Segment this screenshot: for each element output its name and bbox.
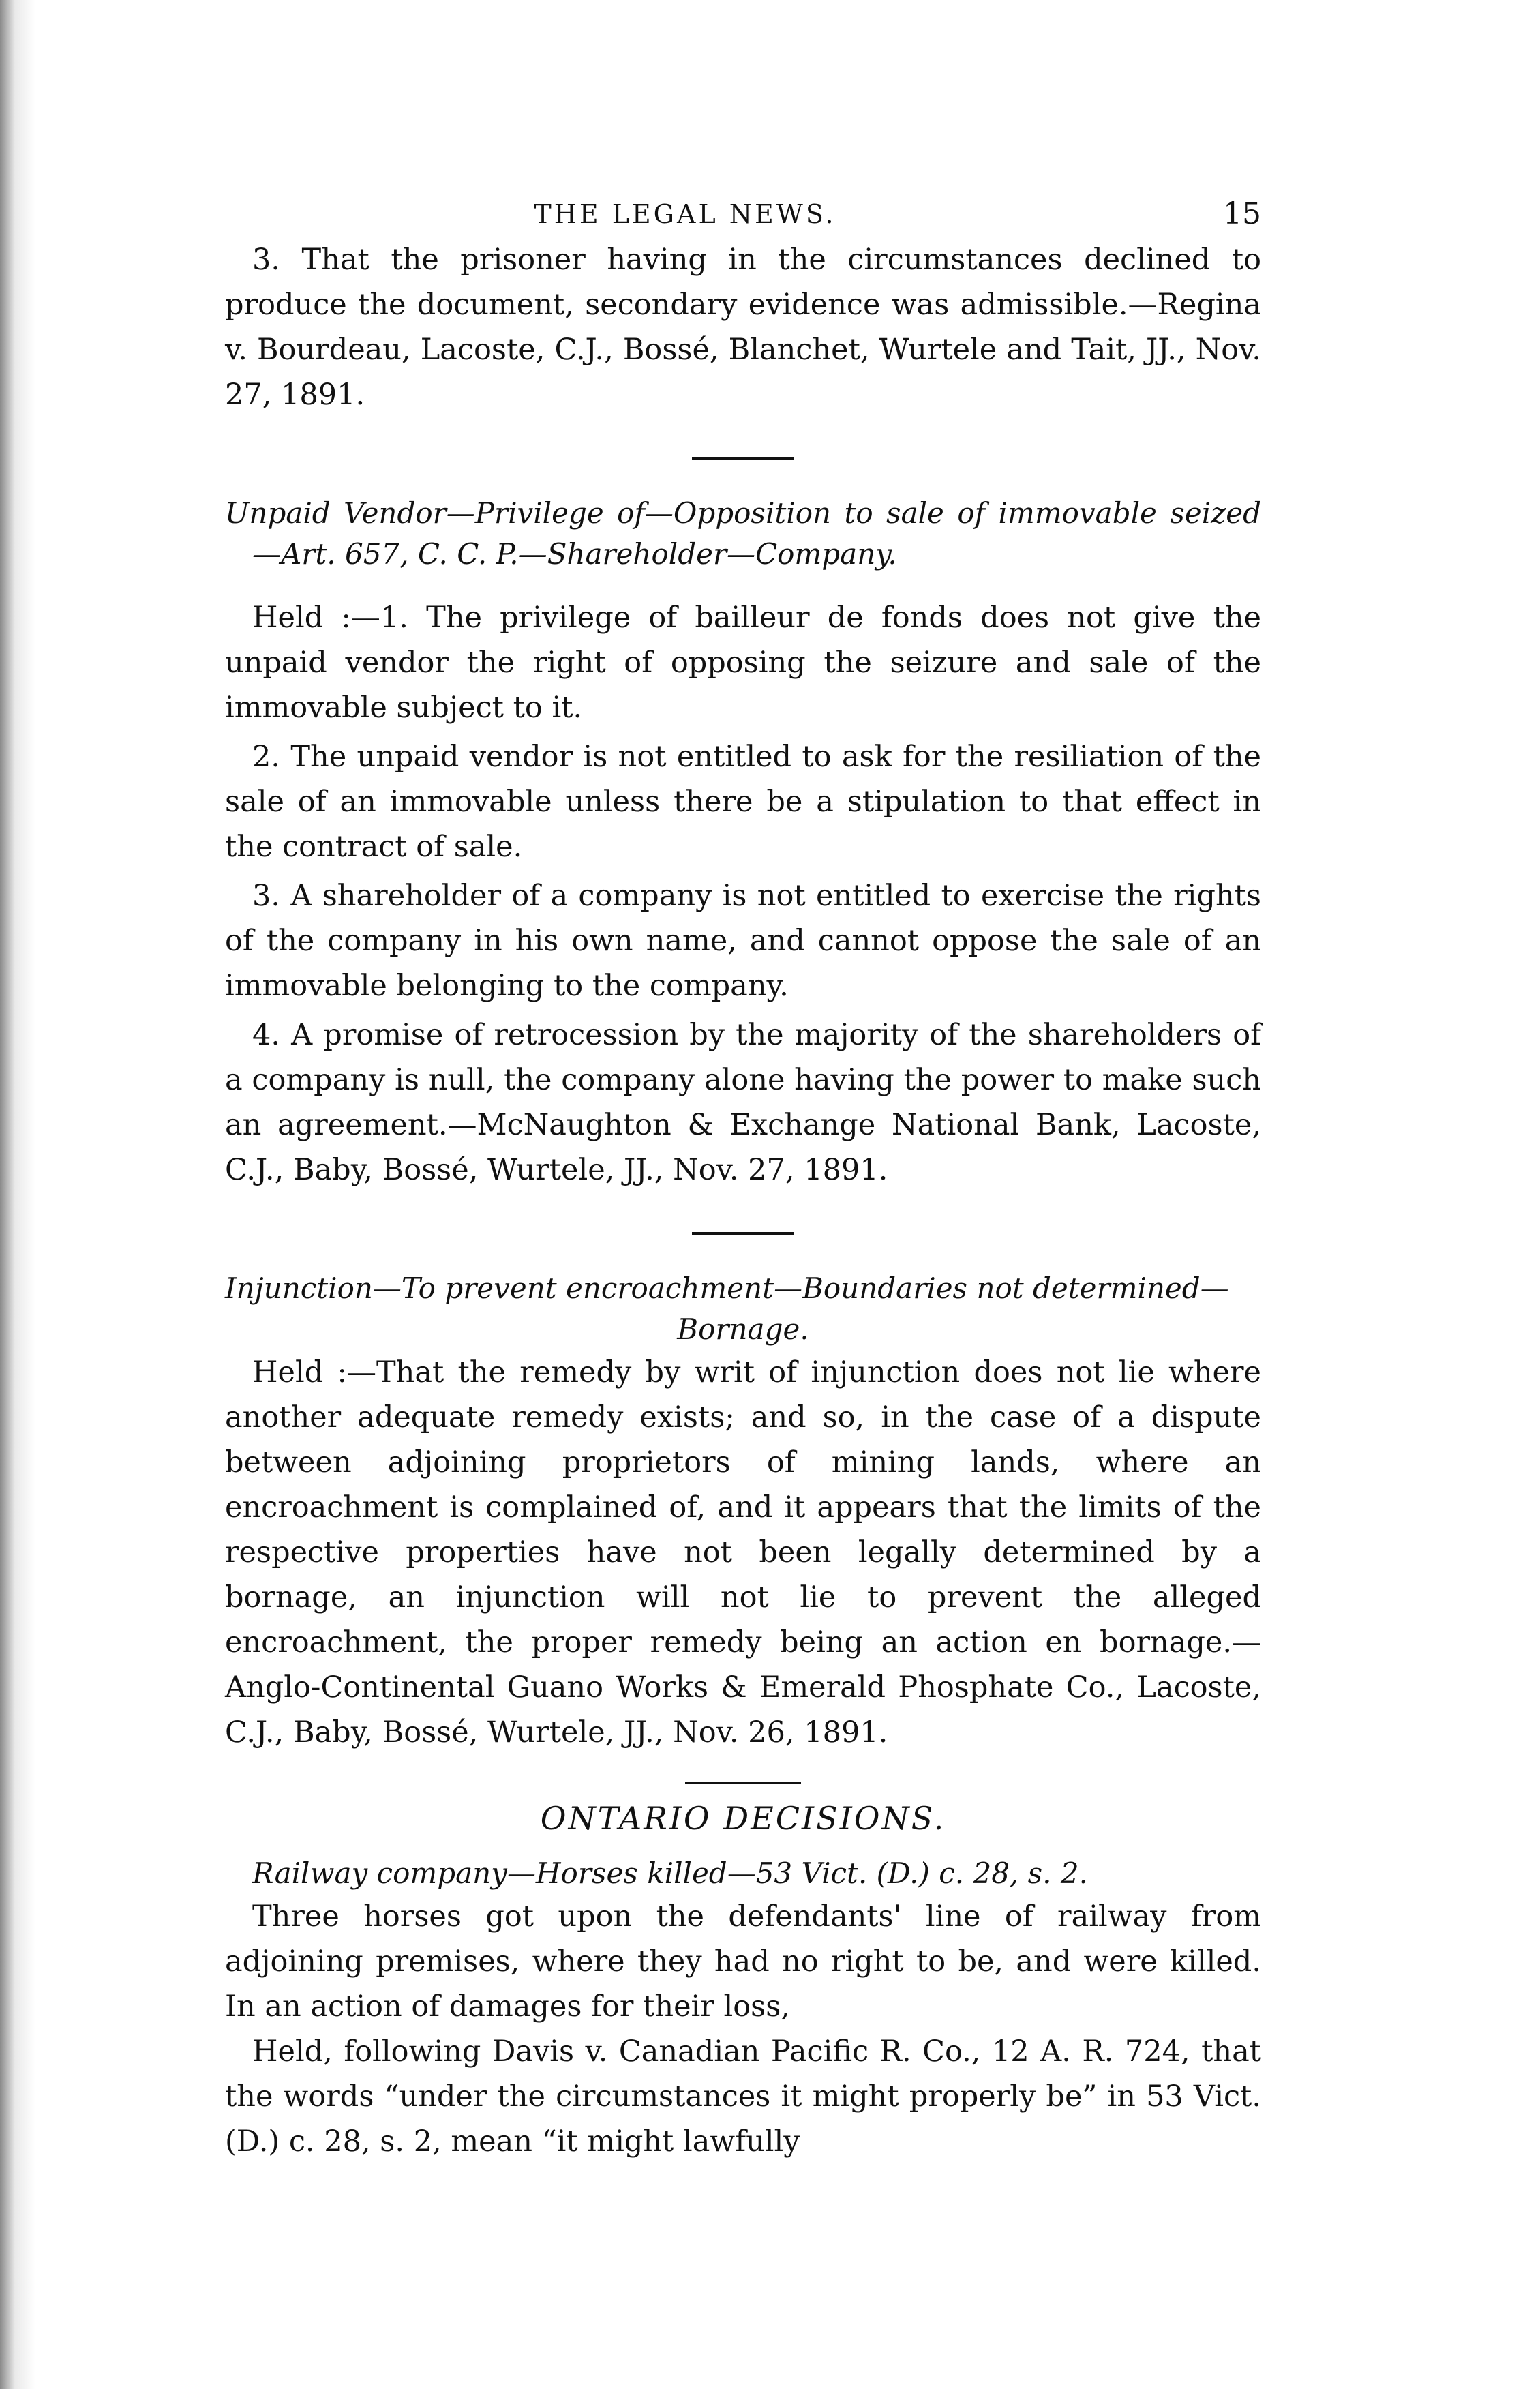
held-point-1: Held :—1. The privilege of bailleur de fonds does not give the unpaid vendor the right of opposing the seizure and sale of the immovable subject to it. (225, 601, 1261, 725)
running-head (225, 183, 1261, 237)
case-subheading-bornage: Bornage. (677, 1312, 809, 1346)
scan-edge-shadow (0, 0, 35, 2389)
held-point-4: 4. A promise of retrocession by the majority of the shareholders of a company is null, the company alone having the power to make such an agreement.—McNaughton & Exchange National Bank, Lacoste, C.J., Baby, Bossé, Wurtele, JJ., Nov. 27, 1891. (225, 1018, 1261, 1187)
paragraph-regina-v-bourdeau: 3. That the prisoner having in the circumstances declined to produce the document, secondary evidence was admissible.—Regina v. Bourdeau, Lacoste, C.J., Bossé, Blanchet, Wurtele and Tait, JJ., Nov. 27, 1891. (225, 243, 1261, 412)
section-title-ontario-decisions: ONTARIO DECISIONS. (540, 1800, 946, 1837)
held-point-2: 2. The unpaid vendor is not entitled to ask for the resiliation of the sale of an immovable unless there be a stipulation to that effect in the contract of sale. (225, 740, 1261, 864)
page-number: 15 (1223, 196, 1261, 231)
paragraph-three-horses: Three horses got upon the defendants' line of railway from adjoining premises, where they had no right to be, and were killed. In an action of damages for their loss, (225, 1899, 1261, 2024)
paragraph-injunction-held: Held :—That the remedy by writ of injunction does not lie where another adequate remedy exists; and so, in the case of a dispute between adjoining proprietors of mining lands, where an encroachment is complained of, and it appears that the limits of the respective properties have not been legally determined by a bornage, an injunction will not lie to prevent the alleged encroachment, the proper remedy being an action en bornage.—Anglo-Continental Guano Works & Emerald Phosphate Co., Lacoste, C.J., Baby, Bossé, Wurtele, JJ., Nov. 26, 1891. (225, 1355, 1261, 1749)
case-heading-injunction: Injunction—To prevent encroachment—Boundaries not determined— (225, 1272, 1229, 1305)
section-rule (692, 1232, 794, 1235)
held-point-3: 3. A shareholder of a company is not entitled to exercise the rights of the company in his own name, and cannot oppose the sale of an immovable belonging to the company. (225, 879, 1261, 1003)
case-heading-railway-company: Railway company—Horses killed—53 Vict. (D.) c. 28, s. 2. (252, 1857, 1088, 1890)
section-rule-thin (685, 1782, 801, 1784)
paragraph-held-davis: Held, following Davis v. Canadian Pacific R. Co., 12 A. R. 724, that the words “under the circumstances it might properly be” in 53 Vict. (D.) c. 28, s. 2, mean “it might lawfully (225, 2034, 1261, 2159)
case-heading-unpaid-vendor: Unpaid Vendor—Privilege of—Opposition to sale of immovable seized —Art. 657, C. C. P.—Shareholder—Company. (225, 496, 1261, 571)
document-page (225, 183, 1261, 2164)
running-title: THE LEGAL NEWS. (534, 199, 836, 229)
section-rule (692, 457, 794, 460)
